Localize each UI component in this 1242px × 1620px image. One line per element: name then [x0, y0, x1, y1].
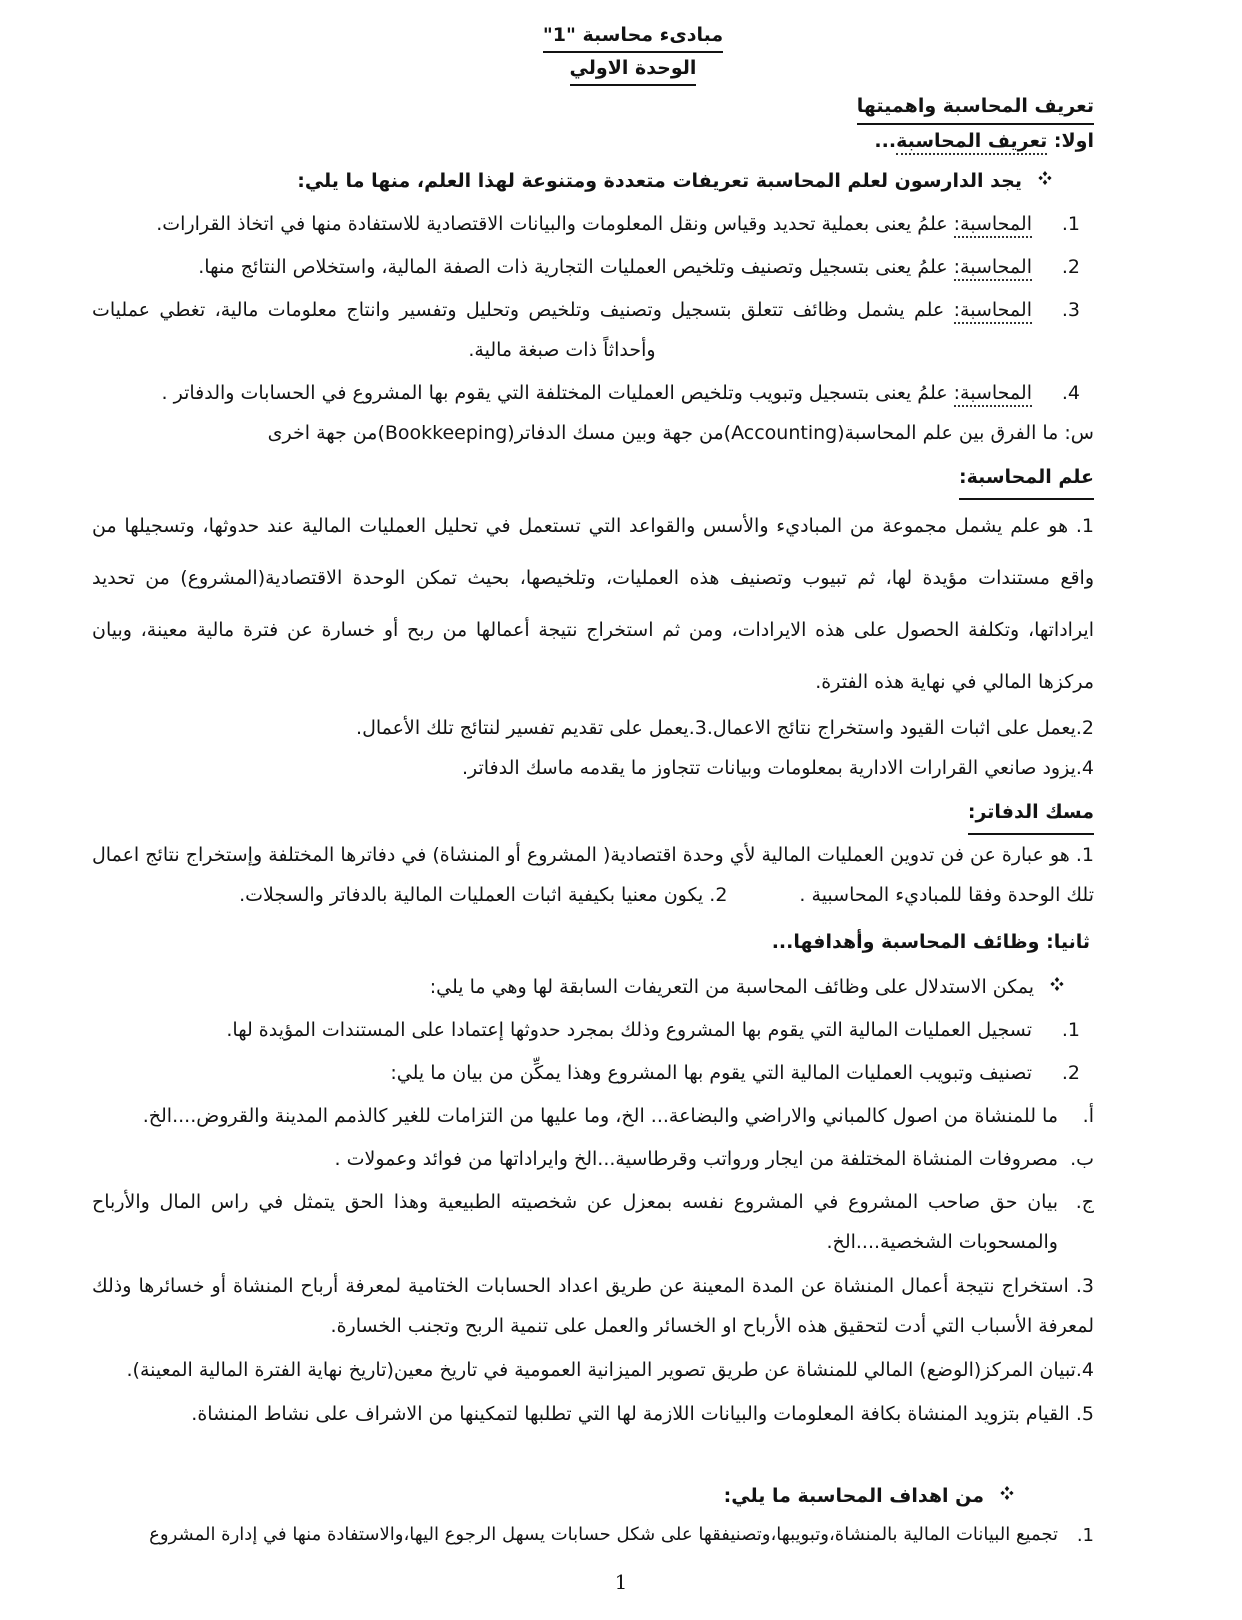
sub-item [92, 1182, 1094, 1262]
accounting-science-point-2-3: 2.يعمل على اثبات القيود واستخراج نتائج الاعمال.3.يعمل على تقديم تفسير لنتائج تلك الأعمال. [356, 717, 1094, 739]
definition-1-text [92, 204, 1032, 244]
section1-heading: تعريف المحاسبة واهميتها [857, 90, 1094, 125]
definition-item [92, 373, 1080, 413]
bookkeeping-paragraph [92, 835, 1094, 915]
section1-subheading-row [92, 125, 1094, 157]
document-title-line2 [132, 53, 1134, 86]
function-item [92, 1053, 1080, 1093]
functions-intro-text: يمكن الاستدلال على وظائف المحاسبة من التعريفات السابقة لها وهي ما يلي: [429, 976, 1034, 998]
definition-3-number: 3. [1061, 299, 1080, 321]
document-title-block [132, 20, 1134, 86]
question-line: س: ما الفرق بين علم المحاسبة(Accounting)من جهة وبين مسك الدفاتر(Bookkeeping)من جهة اخرى [267, 422, 1094, 444]
sub-item-c-letter: ج. [1075, 1191, 1094, 1213]
definition-2-body: علمُ يعنى بتسجيل وتصنيف وتلخيص العمليات التجارية ذات الصفة المالية، واستخلاص النتائج منها. [198, 256, 948, 278]
bookkeeping-item-1: 1. هو عبارة عن فن تدوين العمليات المالية لأي وحدة اقتصادية( المشروع أو المنشاة) في دفاترها المختلفة وإستخراج نتائج اعمال تلك الوحدة وفقا للمباديء المحاسبية . [92, 844, 1094, 906]
sub-item-b-text: مصروفات المنشاة المختلفة من ايجار ورواتب وقرطاسية...الخ وايراداتها من فوائد وعمولات . [334, 1148, 1058, 1170]
bookkeeping-item-2: 2. يكون معنيا بكيفية اثبات العمليات المالية بالدفاتر والسجلات. [239, 884, 728, 906]
definition-4-term: المحاسبة: [954, 382, 1032, 407]
definition-4-number: 4. [1061, 382, 1080, 404]
sub-item-a-letter: أ. [1082, 1105, 1094, 1127]
bookkeeping-heading: مسك الدفاتر: [968, 792, 1094, 835]
function-2-number: 2. [1061, 1062, 1080, 1084]
goal-item [92, 1516, 1094, 1556]
definition-2-number: 2. [1061, 256, 1080, 278]
definition-4-body: علمُ يعنى بتسجيل وتبويب وتلخيص العمليات المختلفة التي يقوم بها المشروع في الحسابات والدفاتر . [161, 382, 948, 404]
sub-item-a-text: ما للمنشاة من اصول كالمباني والاراضي والبضاعة... الخ، وما عليها من التزامات للغير كالذمم المدينة والقروض....الخ. [142, 1105, 1058, 1127]
page-number: 1 [614, 1570, 628, 1594]
definition-item [92, 290, 1080, 370]
definition-item [92, 247, 1080, 287]
accounting-science-paragraph: 1. هو علم يشمل مجموعة من المباديء والأسس والقواعد التي تستعمل في تحليل العمليات المالية عند حدوثها، وتسجيلها من واقع مستندات مؤيدة لها، ثم تبيوب وتصنيف هذه العمليات، وتلخيصها، بحيث تمكن الوحدة الاقتصادية(المشروع) من تحديد ايراداتها، وتكلفة الحصول على هذه الايرادات، ومن ثم استخراج نتيجة أعمالها من ربح أو خسارة عن فترة مالية معينة، وبيان مركزها المالي في نهاية هذه الفترة. [92, 515, 1094, 693]
definition-3-body: علم يشمل وظائف تتعلق بتسجيل وتصنيف وتلخيص وتحليل وتفسير وانتاج معلومات مالية، تغطي عمليات وأحداثاً ذات صبغة مالية. [92, 299, 945, 361]
definition-1-number: 1. [1061, 213, 1080, 235]
section2-heading: ثانيا: وظائف المحاسبة وأهدافها... [771, 931, 1090, 953]
function-1-number: 1. [1061, 1019, 1080, 1041]
definition-2-text [92, 247, 1032, 287]
subheading-prefix: اولا: [1047, 130, 1094, 152]
accounting-science-heading: علم المحاسبة: [959, 457, 1094, 500]
sub-item [92, 1096, 1094, 1136]
definition-1-body: علمُ يعنى بعملية تحديد وقياس ونقل المعلومات والبيانات الاقتصادية للاستفادة منها في اتخاذ القرارات. [156, 213, 948, 235]
function-1-text: تسجيل العمليات المالية التي يقوم بها المشروع وذلك بمجرد حدوثها إعتمادا على المستندات المؤيدة لها. [226, 1019, 1032, 1041]
goal-1-number: 1. [1076, 1525, 1094, 1546]
document-title-line1 [132, 20, 1134, 53]
definition-3-text [92, 290, 1032, 370]
accounting-science-point-4: 4.يزود صانعي القرارات الادارية بمعلومات وبيانات تتجاوز ما يقدمه ماسك الدفاتر. [461, 757, 1094, 779]
goals-intro-row [92, 1476, 1014, 1516]
sub-item [92, 1139, 1094, 1179]
definition-item [92, 204, 1080, 244]
function-4-text: 4.تبيان المركز(الوضع) المالي للمنشاة عن طريق تصوير الميزانية العمومية في تاريخ معين(تاريخ نهاية الفترة المالية المعينة). [126, 1359, 1094, 1381]
goal-1-text: تجميع البيانات المالية بالمنشاة،وتبويبها،وتصنيفقها على شكل حسابات يسهل الرجوع اليها،والاستفادة منها في إدارة المشروع [149, 1524, 1058, 1545]
definitions-intro-row [92, 161, 1052, 201]
subheading-underlined: تعريف المحاسبة [896, 130, 1047, 155]
definition-1-term: المحاسبة: [954, 213, 1032, 238]
function-3-text: 3. استخراج نتيجة أعمال المنشاة عن المدة المعينة عن طريق اعداد الحسابات الختامية لمعرفة أرباح المنشاة أو خسائرها وذلك لمعرفة الأسباب التي أدت لتحقيق هذه الأرباح او الخسائر والعمل على تنمية الربح وتجنب الخسارة. [92, 1275, 1094, 1337]
definition-3-term: المحاسبة: [954, 299, 1032, 324]
diamond-bullet-icon [1034, 967, 1064, 991]
definition-2-term: المحاسبة: [954, 256, 1032, 281]
diamond-bullet-icon [984, 1476, 1014, 1500]
sub-item-b-letter: ب. [1070, 1148, 1094, 1170]
definitions-intro-text: يجد الدارسون لعلم المحاسبة تعريفات متعددة ومتنوعة لهذا العلم، منها ما يلي: [297, 170, 1022, 192]
subheading-dots: ... [874, 130, 897, 152]
function-5-text: 5. القيام بتزويد المنشاة بكافة المعلومات والبيانات اللازمة لها التي تطلبها لتمكينها من الاشراف على نشاط المنشاة. [191, 1403, 1094, 1425]
title-text-2: الوحدة الاولي [570, 53, 697, 86]
title-text-1: مبادىء محاسبة "1" [543, 20, 723, 53]
sub-item-c-text: بيان حق صاحب المشروع في المشروع نفسه بمعزل عن شخصيته الطبيعية وهذا الحق يتمثل في راس المال والأرباح والمسحوبات الشخصية....الخ. [92, 1191, 1058, 1253]
accounting-science-heading-row [92, 457, 1094, 500]
diamond-bullet-icon [1022, 161, 1052, 185]
function-item [92, 1010, 1080, 1050]
definition-4-text [92, 373, 1032, 413]
functions-intro-row [92, 967, 1064, 1007]
section1-heading-row [92, 90, 1094, 125]
goals-intro-text: من اهداف المحاسبة ما يلي: [723, 1485, 984, 1507]
bookkeeping-heading-row [92, 792, 1094, 835]
function-2-text: تصنيف وتبويب العمليات المالية التي يقوم بها المشروع وهذا يمكِّن من بيان ما يلي: [390, 1062, 1032, 1084]
